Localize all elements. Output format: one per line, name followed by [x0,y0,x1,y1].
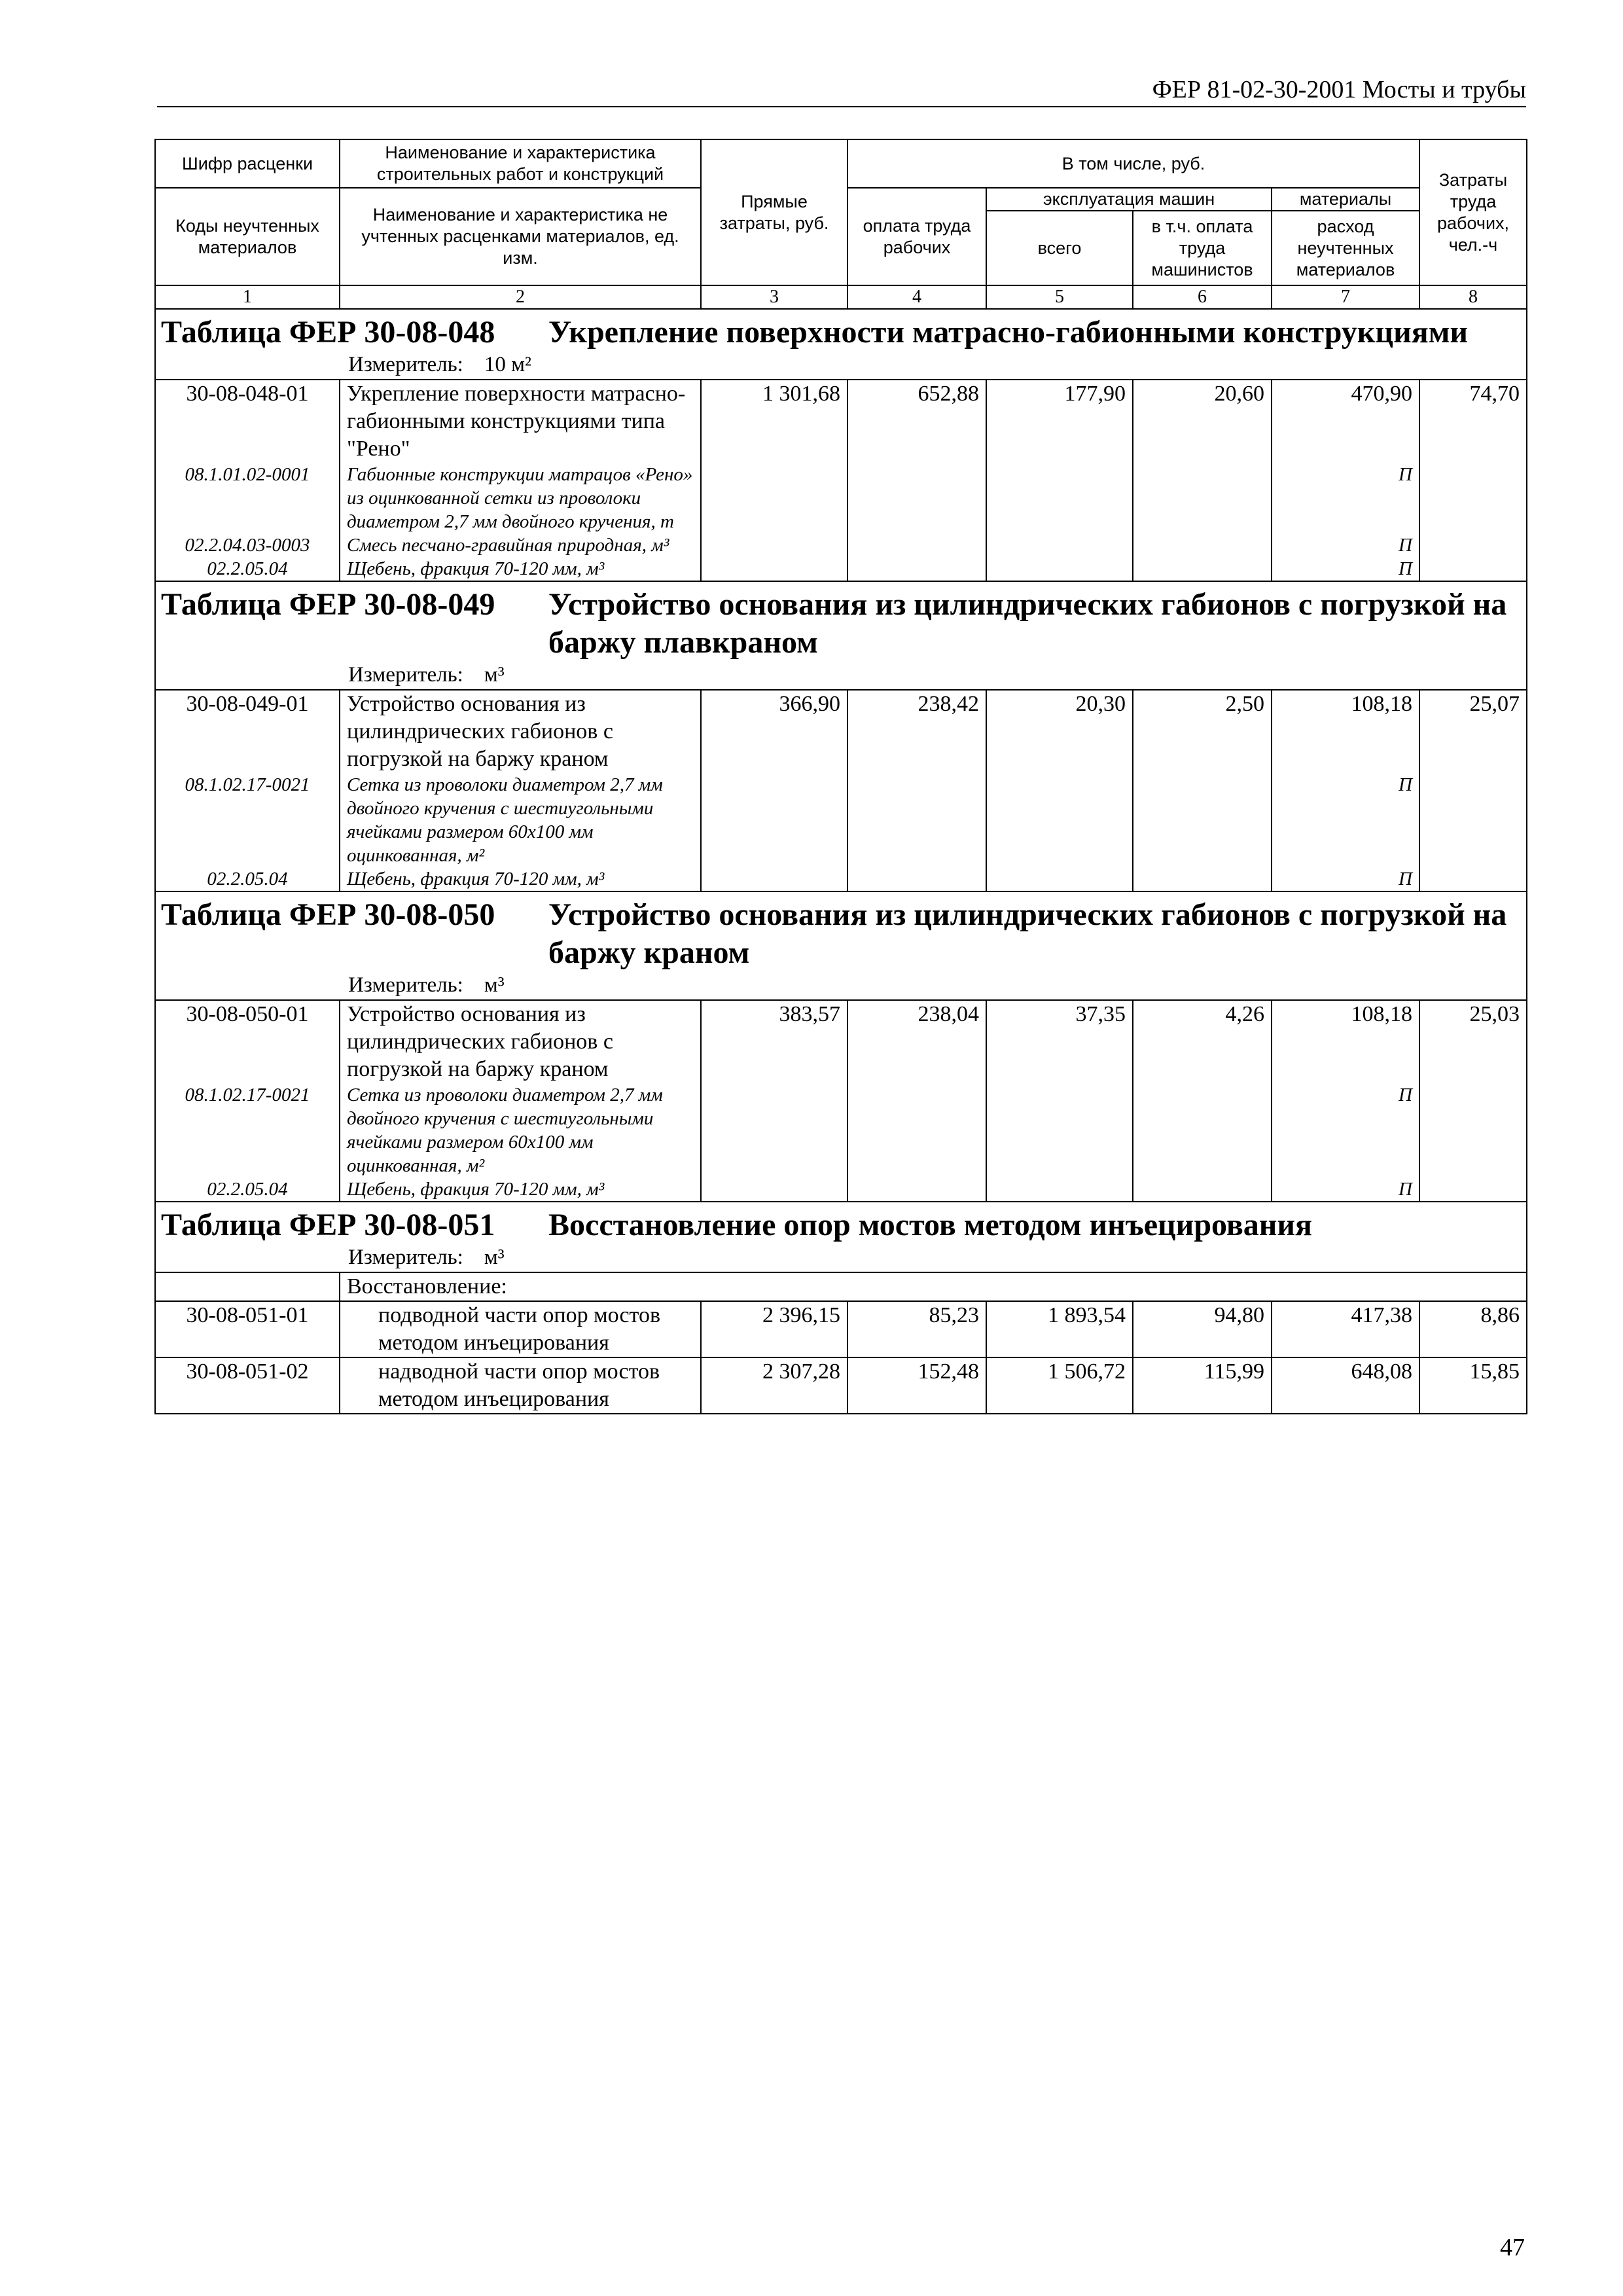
materials-cost: 108,18 [1272,1000,1419,1083]
header-v-t-ch: в т.ч. оплата труда машинистов [1133,211,1272,285]
section-measure [155,1244,1527,1272]
labor-pay: 238,04 [847,1000,986,1083]
material-code: 02.2.05.04 [155,1177,340,1202]
empty-cell [701,867,847,891]
section-name: Укрепление поверхности матрасно-габионными конструкциями [548,315,1469,350]
empty-cell [1419,1177,1527,1202]
empty-cell [701,557,847,581]
rate-row [155,1357,1527,1414]
empty-cell [701,533,847,557]
measure-label: Измеритель: [348,1246,463,1269]
material-code: 02.2.05.04 [155,867,340,891]
material-row [155,773,1527,867]
column-number: 4 [847,285,986,309]
empty-cell [701,1083,847,1177]
empty-cell [847,533,986,557]
group-label: Восстановление: [340,1272,1527,1301]
empty-cell [847,1177,986,1202]
machinists-pay: 4,26 [1133,1000,1272,1083]
empty-cell [847,463,986,533]
machines-total: 37,35 [986,1000,1133,1083]
section-measure-row [155,662,1527,690]
empty-cell [1419,463,1527,533]
empty-cell [1419,867,1527,891]
empty-cell [1133,1083,1272,1177]
header-zatraty: Затраты труда рабочих, чел.-ч [1419,139,1527,285]
material-name: Сетка из проволоки диаметром 2,7 мм двойного кручения с шестиугольными ячейками размером 60х100 мм оцинкованная, м² [340,773,701,867]
empty-cell [1133,1177,1272,1202]
labor-hours: 15,85 [1419,1357,1527,1414]
header-v-tom-chisle: В том числе, руб. [847,139,1419,188]
material-flag: П [1272,1177,1419,1202]
column-numbers-row [155,285,1527,309]
empty-cell [1133,773,1272,867]
material-name: Сетка из проволоки диаметром 2,7 мм двойного кручения с шестиугольными ячейками размером 60х100 мм оцинкованная, м² [340,1083,701,1177]
header-shifr: Шифр расценки [155,139,340,188]
section-name: Устройство основания из цилиндрических габионов с погрузкой на баржу краном [548,897,1507,970]
section-title [155,891,1527,972]
material-flag: П [1272,557,1419,581]
materials-cost: 417,38 [1272,1301,1419,1357]
document-title: ФЕР 81-02-30-2001 Мосты и трубы [1152,76,1526,103]
material-name: Габионные конструкции матрацов «Рено» из оцинкованной сетки из проволоки диаметром 2,7 мм двойного кручения, т [340,463,701,533]
section-title [155,309,1527,351]
material-flag: П [1272,533,1419,557]
machines-total: 177,90 [986,380,1133,463]
empty-cell [1419,773,1527,867]
header-naim-rabot: Наименование и характеристика строительных работ и конструкций [340,139,701,188]
material-code: 08.1.01.02-0001 [155,463,340,533]
rate-name: Укрепление поверхности матрасно-габионными конструкциями типа "Рено" [340,380,701,463]
machinists-pay: 20,60 [1133,380,1272,463]
material-row [155,533,1527,557]
rate-row [155,690,1527,773]
material-row [155,867,1527,891]
labor-pay: 238,42 [847,690,986,773]
empty-cell [986,1083,1133,1177]
measure-value: м³ [484,1246,505,1269]
material-code: 02.2.05.04 [155,557,340,581]
section-title [155,581,1527,662]
column-number: 8 [1419,285,1527,309]
material-flag: П [1272,867,1419,891]
direct-cost: 366,90 [701,690,847,773]
header-naim-mat: Наименование и характеристика не учтенных расценками материалов, ед. изм. [340,188,701,285]
section-number: Таблица ФЕР 30-08-051 [161,1208,495,1242]
section-number: Таблица ФЕР 30-08-048 [161,315,495,350]
column-number: 3 [701,285,847,309]
section-title-row [155,891,1527,972]
machines-total: 20,30 [986,690,1133,773]
measure-value: 10 м² [484,353,531,376]
rate-name: Устройство основания из цилиндрических габионов с погрузкой на баржу краном [340,1000,701,1083]
empty-cell [1419,557,1527,581]
rate-row [155,1301,1527,1357]
measure-value: м³ [484,663,505,687]
empty-cell [1419,533,1527,557]
section-title [155,1202,1527,1244]
material-row [155,1083,1527,1177]
material-code: 08.1.02.17-0021 [155,1083,340,1177]
rate-name: надводной части опор мостов методом инъецирования [340,1357,701,1414]
empty-cell [847,867,986,891]
labor-pay: 152,48 [847,1357,986,1414]
material-code: 02.2.04.03-0003 [155,533,340,557]
labor-pay: 652,88 [847,380,986,463]
rate-code: 30-08-048-01 [155,380,340,463]
header-materialy: материалы [1272,188,1419,211]
section-measure [155,351,1527,380]
column-number: 2 [340,285,701,309]
empty-cell [1133,557,1272,581]
measure-label: Измеритель: [348,973,463,997]
empty-cell [847,557,986,581]
material-flag: П [1272,1083,1419,1177]
empty-cell [1133,533,1272,557]
empty-cell [847,773,986,867]
header-vsego: всего [986,211,1133,285]
section-measure [155,662,1527,690]
section-measure-row [155,972,1527,1000]
header-kody: Коды неучтенных материалов [155,188,340,285]
material-name: Щебень, фракция 70-120 мм, м³ [340,867,701,891]
empty-cell [986,557,1133,581]
section-number: Таблица ФЕР 30-08-050 [161,897,495,932]
page-header [157,73,1526,107]
rate-row [155,380,1527,463]
header-raskhod: расход неучтенных материалов [1272,211,1419,285]
section-number: Таблица ФЕР 30-08-049 [161,587,495,622]
section-name: Устройство основания из цилиндрических габионов с погрузкой на баржу плавкраном [548,587,1507,660]
machinists-pay: 94,80 [1133,1301,1272,1357]
material-flag: П [1272,773,1419,867]
column-number: 6 [1133,285,1272,309]
material-row [155,463,1527,533]
material-flag: П [1272,463,1419,533]
material-row [155,1177,1527,1202]
labor-hours: 25,07 [1419,690,1527,773]
section-title-row [155,581,1527,662]
direct-cost: 383,57 [701,1000,847,1083]
group-label-row [155,1272,1527,1301]
direct-cost: 1 301,68 [701,380,847,463]
rate-name: Устройство основания из цилиндрических габионов с погрузкой на баржу краном [340,690,701,773]
empty-cell [701,463,847,533]
section-name: Восстановление опор мостов методом инъецирования [548,1208,1313,1242]
material-row [155,557,1527,581]
materials-cost: 648,08 [1272,1357,1419,1414]
empty-cell [986,1177,1133,1202]
rate-code: 30-08-050-01 [155,1000,340,1083]
measure-label: Измеритель: [348,353,463,376]
labor-hours: 74,70 [1419,380,1527,463]
machines-total: 1 506,72 [986,1357,1133,1414]
machines-total: 1 893,54 [986,1301,1133,1357]
section-measure [155,972,1527,1000]
group-code-cell [155,1272,340,1301]
empty-cell [1133,867,1272,891]
column-number: 7 [1272,285,1419,309]
empty-cell [701,1177,847,1202]
labor-hours: 8,86 [1419,1301,1527,1357]
material-code: 08.1.02.17-0021 [155,773,340,867]
materials-cost: 108,18 [1272,690,1419,773]
empty-cell [701,773,847,867]
labor-pay: 85,23 [847,1301,986,1357]
header-oplata-truda: оплата труда рабочих [847,188,986,285]
section-measure-row [155,1244,1527,1272]
rate-name: подводной части опор мостов методом инъецирования [340,1301,701,1357]
empty-cell [986,867,1133,891]
header-row-1 [155,139,1527,188]
section-measure-row [155,351,1527,380]
rate-row [155,1000,1527,1083]
rate-code: 30-08-049-01 [155,690,340,773]
empty-cell [847,1083,986,1177]
material-name: Щебень, фракция 70-120 мм, м³ [340,557,701,581]
empty-cell [986,533,1133,557]
rate-code: 30-08-051-01 [155,1301,340,1357]
labor-hours: 25,03 [1419,1000,1527,1083]
material-name: Щебень, фракция 70-120 мм, м³ [340,1177,701,1202]
rates-table [154,139,1527,1414]
header-ekspluatatsiya: эксплуатация машин [986,188,1272,211]
materials-cost: 470,90 [1272,380,1419,463]
machinists-pay: 115,99 [1133,1357,1272,1414]
empty-cell [1133,463,1272,533]
page-number: 47 [1500,2234,1525,2261]
machinists-pay: 2,50 [1133,690,1272,773]
empty-cell [986,773,1133,867]
header-pryamye: Прямые затраты, руб. [701,139,847,285]
rate-code: 30-08-051-02 [155,1357,340,1414]
column-number: 1 [155,285,340,309]
section-title-row [155,309,1527,351]
measure-value: м³ [484,973,505,997]
measure-label: Измеритель: [348,663,463,687]
material-name: Смесь песчано-гравийная природная, м³ [340,533,701,557]
empty-cell [1419,1083,1527,1177]
direct-cost: 2 396,15 [701,1301,847,1357]
column-number: 5 [986,285,1133,309]
section-title-row [155,1202,1527,1244]
direct-cost: 2 307,28 [701,1357,847,1414]
empty-cell [986,463,1133,533]
